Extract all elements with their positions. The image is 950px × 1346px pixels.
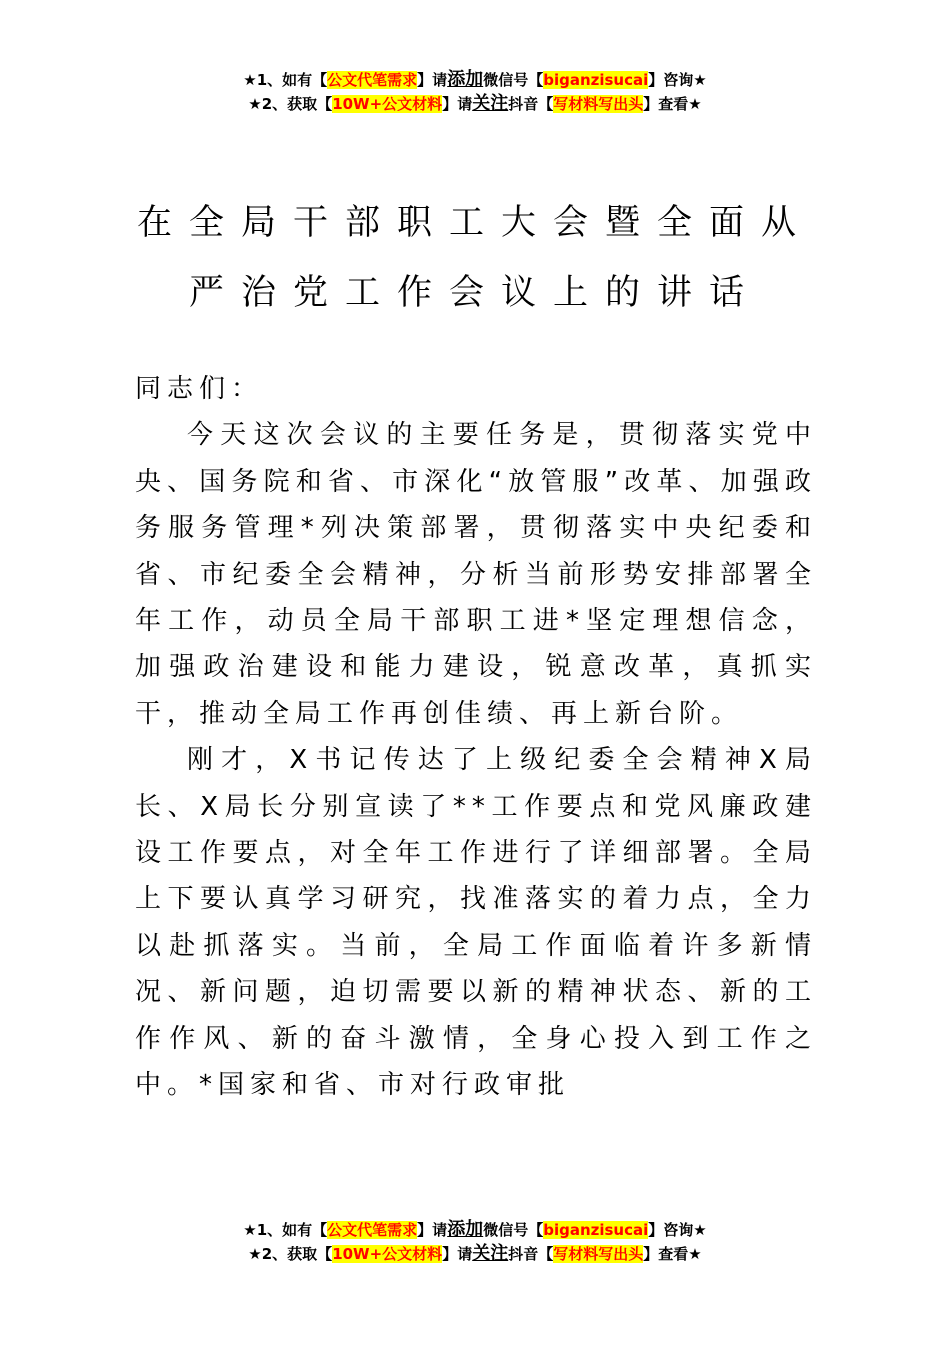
banner-text: 】咨询★ <box>648 1221 707 1239</box>
banner-text: 】请 <box>417 71 448 89</box>
banner-text: 微信号【 <box>483 71 544 89</box>
banner-text: 】请 <box>417 1221 448 1239</box>
document-title <box>100 188 850 328</box>
banner-text: 抖音【 <box>508 95 554 113</box>
banner-emphasis: 关注 <box>472 1243 509 1264</box>
banner-emphasis: 添加 <box>447 69 484 90</box>
banner-text: 】咨询★ <box>648 71 707 89</box>
banner-highlight: 写材料写出头 <box>553 95 644 113</box>
banner-text: ★1、如有【 <box>243 1221 328 1239</box>
banner-line-1 <box>0 1218 950 1242</box>
title-line-2: 严治党工作会议上的讲话 <box>188 273 761 313</box>
banner-text: ★1、如有【 <box>243 71 328 89</box>
banner-emphasis: 添加 <box>447 1219 484 1240</box>
banner-text: 】请 <box>442 95 473 113</box>
banner-highlight: 公文代笔需求 <box>327 71 418 89</box>
document-body <box>135 366 817 1109</box>
title-line-1: 在全局干部职工大会暨全面从 <box>136 203 813 243</box>
banner-text: ★2、获取【 <box>248 1245 333 1263</box>
header-banner <box>0 68 950 116</box>
salutation: 同志们： <box>135 374 264 404</box>
banner-highlight: biganzisucai <box>543 1221 649 1239</box>
banner-highlight: 写材料写出头 <box>553 1245 644 1263</box>
banner-text: 】请 <box>442 1245 473 1263</box>
banner-line-2 <box>0 92 950 116</box>
paragraph-1: 今天这次会议的主要任务是，贯彻落实党中央、国务院和省、市深化“放管服”改革、加强政务服务管理*列决策部署，贯彻落实中央纪委和省、市纪委全会精神，分析当前形势安排部署全年工作，动员全局干部职工进*坚定理想信念，加强政治建设和能力建设，锐意改革，真抓实干，推动全局工作再创佳绩、再上新台阶。 <box>135 420 817 729</box>
banner-text: 抖音【 <box>508 1245 554 1263</box>
banner-highlight: 10W+公文材料 <box>332 95 443 113</box>
banner-emphasis: 关注 <box>472 93 509 114</box>
banner-highlight: biganzisucai <box>543 71 649 89</box>
banner-highlight: 10W+公文材料 <box>332 1245 443 1263</box>
banner-text: 微信号【 <box>483 1221 544 1239</box>
banner-highlight: 公文代笔需求 <box>327 1221 418 1239</box>
banner-text: 】查看★ <box>643 1245 702 1263</box>
banner-line-1 <box>0 68 950 92</box>
banner-text: ★2、获取【 <box>248 95 333 113</box>
paragraph-2: 刚才，X书记传达了上级纪委全会精神X局长、X局长分别宣读了**工作要点和党风廉政建设工作要点，对全年工作进行了详细部署。全局上下要认真学习研究，找准落实的着力点，全力以赴抓落实。当前，全局工作面临着许多新情况、新问题，迫切需要以新的精神状态、新的工作作风、新的奋斗激情，全身心投入到工作之中。*国家和省、市对行政审批 <box>135 745 817 1101</box>
footer-banner <box>0 1218 950 1266</box>
banner-line-2 <box>0 1242 950 1266</box>
banner-text: 】查看★ <box>643 95 702 113</box>
